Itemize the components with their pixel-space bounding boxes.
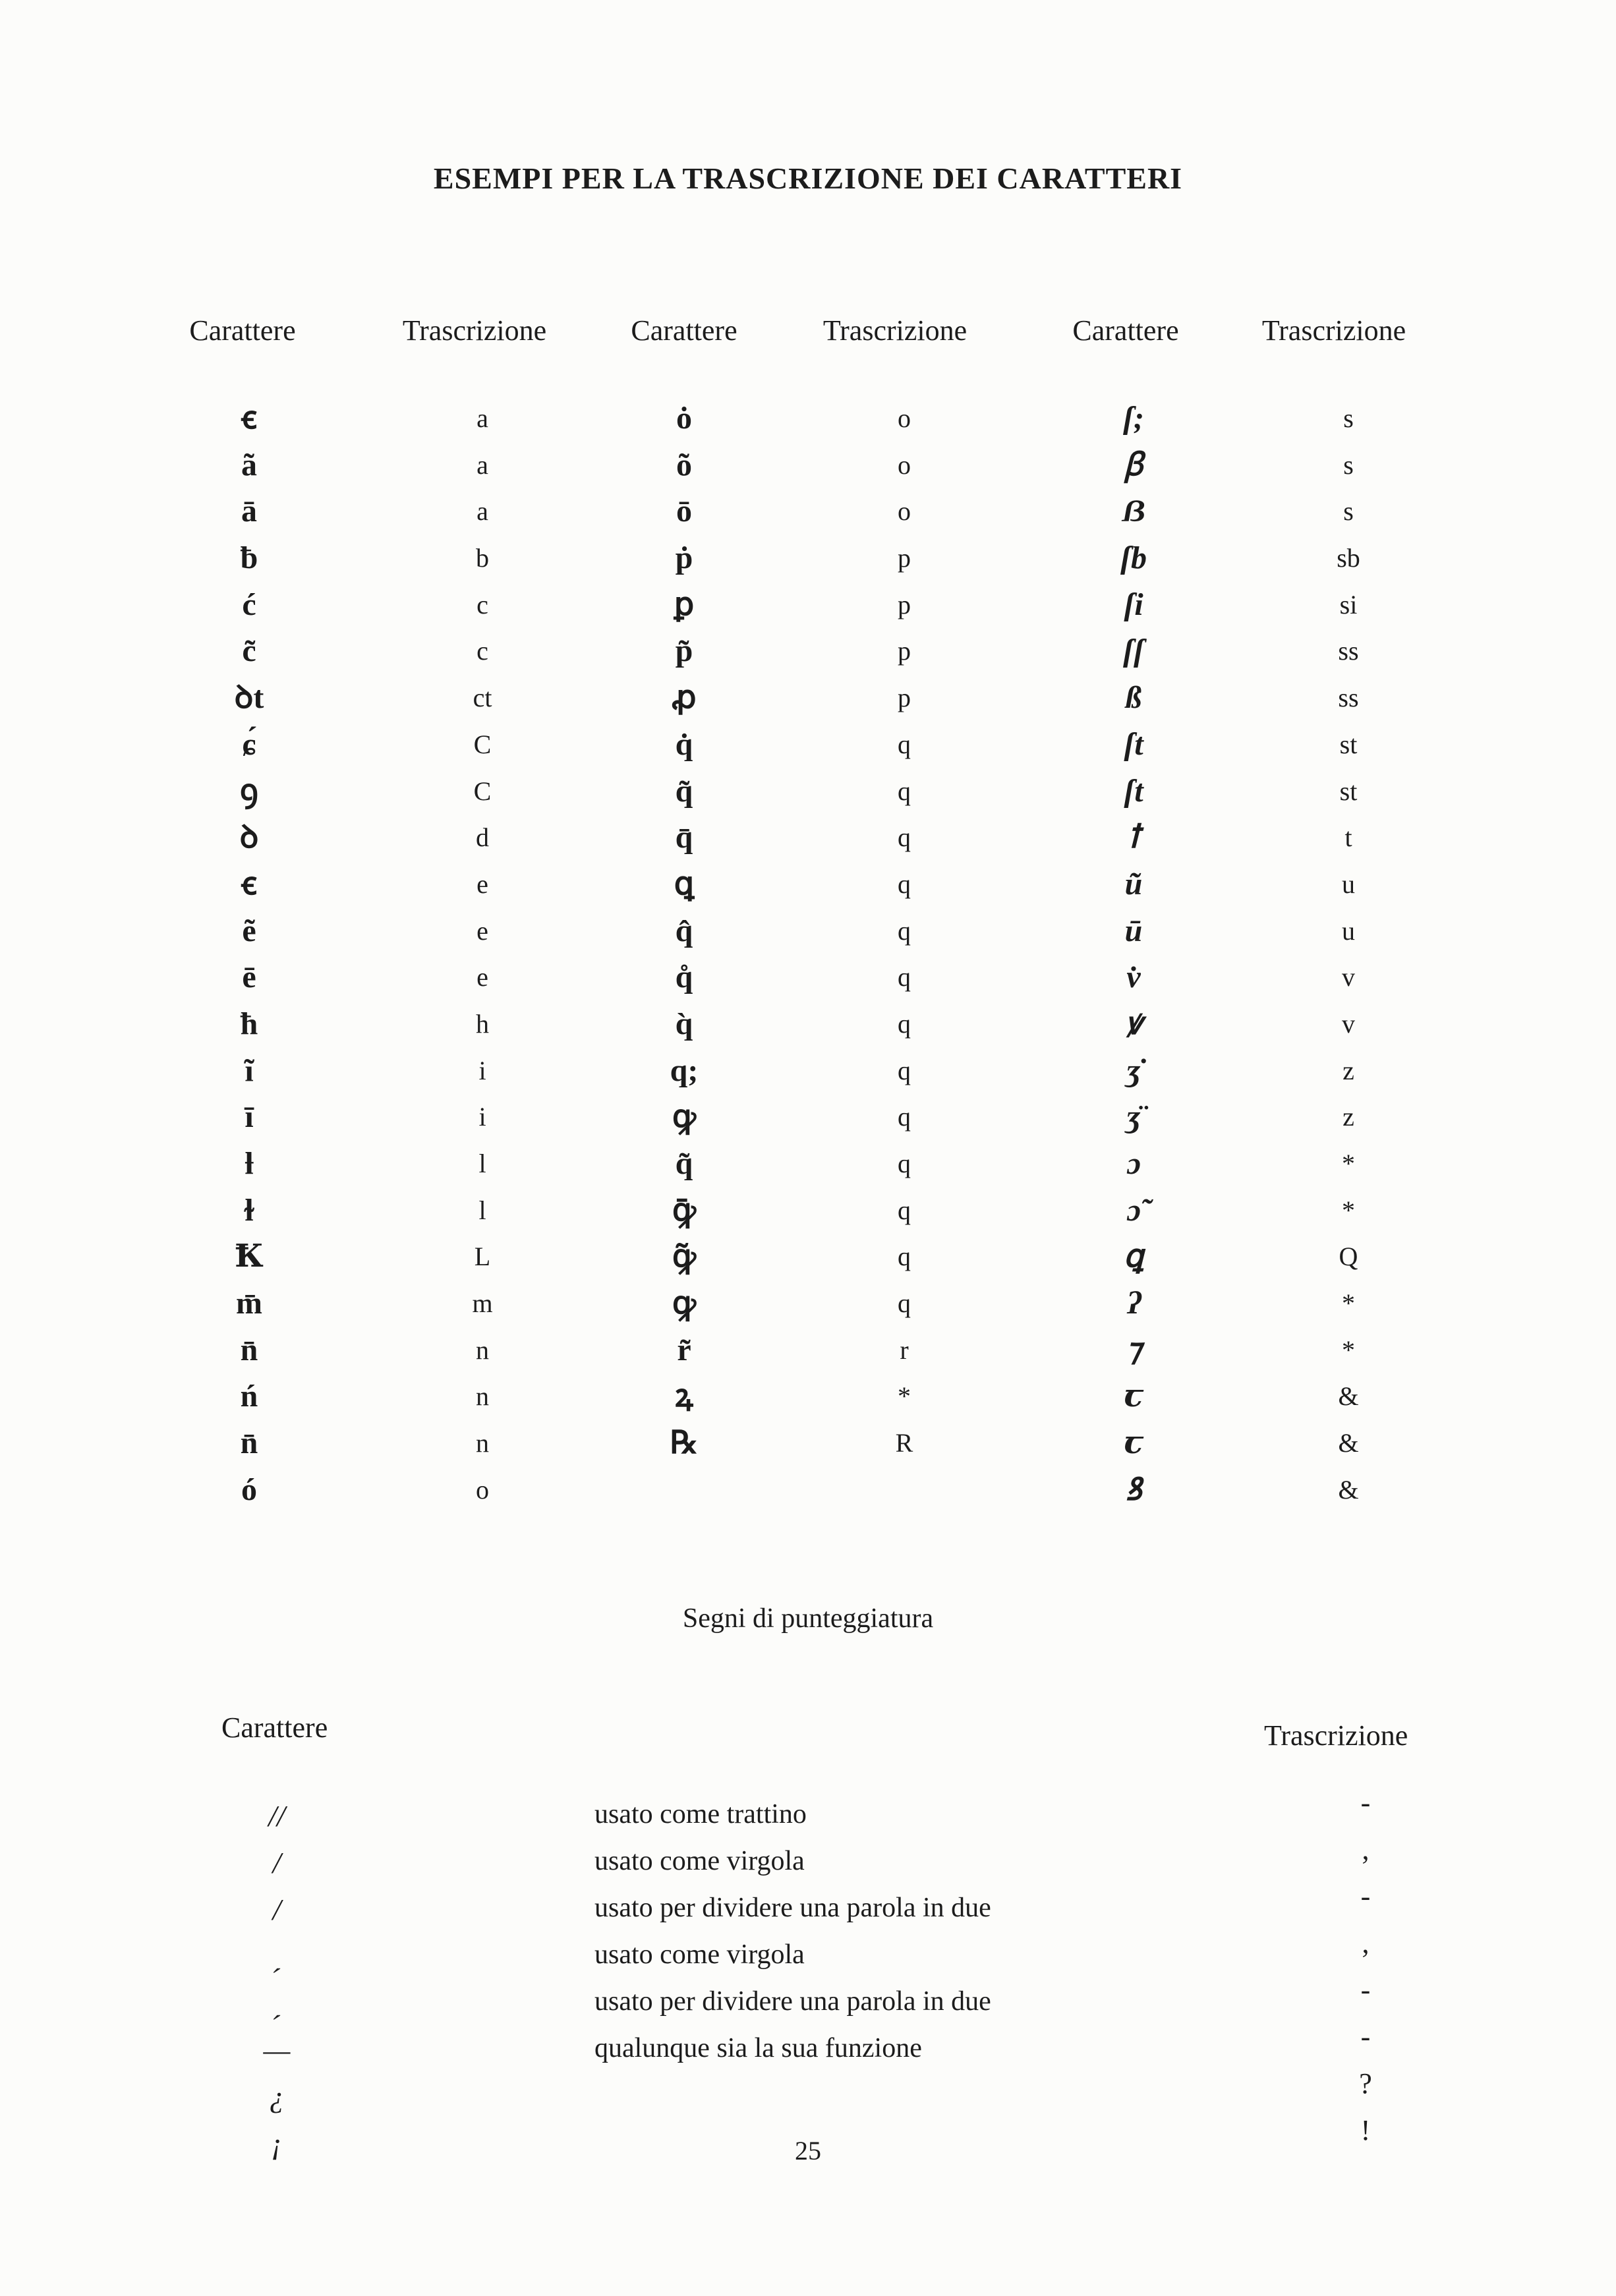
character-glyph: ɕ́ — [242, 726, 256, 762]
transcription-value: ct — [473, 683, 492, 713]
transcription-value: o — [898, 496, 911, 527]
transcription-value: p — [898, 683, 911, 713]
punct-description: usato come virgola — [594, 1846, 805, 1876]
character-glyph: ʒ̇ — [1126, 1052, 1141, 1088]
character-glyph: ꝯ — [239, 773, 259, 809]
header-trascrizione-1: Trascrizione — [402, 314, 547, 347]
punct-description: usato come trattino — [594, 1799, 807, 1829]
character-glyph: q; — [670, 1052, 699, 1088]
character-glyph: ẞ — [1122, 494, 1145, 529]
transcription-value: s — [1343, 449, 1354, 480]
transcription-value: u — [1342, 915, 1355, 946]
transcription-value: z — [1342, 1102, 1354, 1132]
punct-glyph: / — [272, 1893, 281, 1926]
transcription-value: & — [1338, 1428, 1359, 1458]
punct-glyph: ˏ — [272, 1939, 282, 1973]
transcription-value: q — [898, 1008, 911, 1039]
punct-description: usato come virgola — [594, 1939, 805, 1970]
column-transcriptions-3 — [1283, 395, 1414, 1514]
character-glyph: ꝙ̄ — [672, 1192, 697, 1228]
column-transcriptions-1 — [417, 395, 548, 1514]
transcription-value: n — [476, 1381, 489, 1412]
character-glyph: Ꝁ — [235, 1239, 264, 1275]
transcription-value: q — [898, 1149, 911, 1178]
character-glyph: ſt — [1124, 726, 1143, 762]
character-glyph: ɔ — [1126, 1146, 1141, 1181]
transcription-value: q — [898, 869, 911, 899]
transcription-value: q — [898, 1288, 911, 1319]
character-glyph: ʔ — [1127, 1286, 1140, 1321]
section-title: Segni di punteggiatura — [682, 1603, 934, 1634]
character-glyph: ꝙ — [672, 1099, 697, 1135]
transcription-value: Q — [1339, 1242, 1358, 1272]
character-glyph: ꞵ — [1123, 447, 1144, 482]
transcription-value: p — [898, 589, 911, 619]
transcription-value: e — [476, 869, 488, 899]
transcription-value: C — [473, 729, 492, 759]
transcription-value: & — [1338, 1381, 1359, 1412]
character-glyph: ħ — [240, 1006, 258, 1041]
transcription-value: b — [476, 543, 489, 573]
transcription-value: q — [898, 1242, 911, 1272]
character-glyph: ꝙ — [672, 1286, 697, 1321]
column-characters-1 — [183, 395, 315, 1514]
transcription-value: c — [476, 636, 488, 666]
punct-description: usato per dividere una parola in due — [594, 1893, 991, 1923]
character-glyph: ꝝ — [675, 1379, 693, 1414]
header-trascrizione-2: Trascrizione — [822, 314, 967, 347]
character-glyph: ƚ — [245, 1146, 254, 1181]
character-glyph: ſſ — [1123, 633, 1144, 669]
transcription-value: st — [1339, 776, 1358, 806]
punct-transcription: - — [1360, 1880, 1371, 1912]
character-glyph: ń — [240, 1379, 258, 1414]
character-glyph: q̃ — [675, 1146, 693, 1181]
character-glyph: ꝟ — [1125, 1006, 1142, 1041]
header-carattere-3: Carattere — [1072, 314, 1179, 347]
character-glyph: ȯ — [676, 401, 692, 436]
punct-glyph: ˏ — [272, 1986, 282, 2020]
character-glyph: ã — [241, 447, 257, 482]
punct-glyph: / — [272, 1846, 281, 1880]
character-glyph: ū — [1124, 913, 1143, 948]
character-glyph: ꝓ — [672, 680, 697, 716]
transcription-value: u — [1342, 869, 1355, 899]
character-glyph: n̄ — [240, 1332, 258, 1367]
character-glyph: ſb — [1120, 540, 1147, 576]
column-characters-3 — [1068, 395, 1199, 1514]
character-glyph: ꝉ — [1126, 820, 1141, 855]
character-glyph: ꝸ — [1125, 1472, 1142, 1507]
punct-header-trascrizione: Trascrizione — [1264, 1719, 1408, 1752]
transcription-value: a — [476, 496, 488, 527]
transcription-value: q — [898, 1102, 911, 1132]
transcription-value: * — [1342, 1195, 1355, 1225]
transcription-value: e — [476, 962, 488, 992]
punct-descriptions — [594, 1791, 991, 2166]
punct-glyph: // — [268, 1799, 285, 1833]
transcription-value: i — [478, 1055, 486, 1085]
transcription-value: a — [476, 403, 488, 433]
character-glyph: ƀ — [240, 540, 258, 576]
character-glyph: ꞇ — [1124, 1425, 1143, 1461]
transcription-value: p — [898, 543, 911, 573]
transcription-value: v — [1342, 962, 1355, 992]
transcription-value: ss — [1338, 683, 1359, 713]
character-glyph: c̃ — [242, 633, 256, 669]
transcription-value: m — [472, 1288, 493, 1319]
character-glyph: ṗ — [675, 540, 693, 576]
page-number: 25 — [795, 2136, 821, 2166]
transcription-value: n — [476, 1335, 489, 1365]
character-glyph: ɫ — [245, 1192, 254, 1228]
character-glyph: ĩ — [245, 1052, 254, 1088]
punct-transcription: - — [1360, 1974, 1371, 2006]
character-glyph: ī — [245, 1099, 254, 1135]
character-glyph: ꝑ — [674, 587, 695, 622]
transcription-value: & — [1338, 1474, 1359, 1505]
transcription-value: q — [898, 776, 911, 806]
transcription-value: q — [898, 729, 911, 759]
character-glyph: p̃ — [675, 633, 693, 669]
character-glyph: m̄ — [236, 1286, 262, 1321]
character-glyph: ꝙ̃ — [672, 1239, 697, 1275]
transcription-value: e — [476, 915, 488, 946]
character-glyph: ā — [241, 494, 257, 529]
character-glyph: ſi — [1124, 587, 1143, 622]
character-glyph: q̇ — [675, 726, 693, 762]
character-glyph: ⁊ — [1126, 1332, 1141, 1367]
character-glyph: ſt — [1124, 773, 1143, 809]
transcription-value: r — [900, 1335, 909, 1365]
transcription-value: q — [898, 1055, 911, 1085]
transcription-value: C — [473, 776, 492, 806]
transcription-value: v — [1342, 1008, 1355, 1039]
character-glyph: ć — [242, 587, 256, 622]
transcription-value: c — [476, 589, 488, 619]
transcription-value: st — [1339, 729, 1358, 759]
transcription-value: q — [898, 1195, 911, 1225]
character-glyph: ũ — [1124, 866, 1143, 902]
punct-glyph: — — [263, 2033, 291, 2067]
column-transcriptions-2 — [838, 395, 970, 1467]
character-glyph: ß — [1126, 680, 1141, 716]
character-glyph: ꝺt — [234, 680, 264, 716]
character-glyph: ó — [241, 1472, 257, 1507]
punct-transcription: ! — [1360, 2114, 1371, 2146]
character-glyph: ſ; — [1123, 401, 1144, 436]
punct-glyph: ¡ — [271, 2127, 283, 2160]
header-trascrizione-3: Trascrizione — [1261, 314, 1406, 347]
character-glyph: ꝗ — [1123, 1239, 1144, 1275]
character-glyph: ʒ̈ — [1126, 1099, 1141, 1135]
transcription-value: q — [898, 822, 911, 853]
punct-transcription: - — [1360, 1787, 1371, 1819]
transcription-value: L — [474, 1242, 491, 1272]
character-glyph: ꞓ — [241, 401, 257, 436]
transcription-value: * — [1342, 1288, 1355, 1319]
character-glyph: q̀ — [675, 1006, 693, 1041]
character-glyph: ɔ̃ — [1126, 1192, 1141, 1228]
punct-transcriptions — [1326, 1779, 1405, 2154]
punct-transcription: ? — [1359, 2067, 1372, 2100]
transcription-value: d — [476, 822, 489, 853]
transcription-value: R — [895, 1428, 913, 1458]
character-glyph: q̊ — [675, 960, 693, 995]
transcription-value: q — [898, 962, 911, 992]
column-characters-2 — [618, 395, 750, 1467]
transcription-value: l — [478, 1195, 486, 1225]
character-glyph: ẽ — [242, 913, 256, 948]
transcription-value: i — [478, 1102, 486, 1132]
character-glyph: q̃ — [675, 773, 693, 809]
transcription-value: o — [898, 403, 911, 433]
character-glyph: ꞇ — [1124, 1379, 1143, 1414]
transcription-value: s — [1343, 496, 1354, 527]
punct-characters — [198, 1793, 356, 2167]
character-glyph: ō — [676, 494, 692, 529]
transcription-value: sb — [1337, 543, 1360, 573]
character-glyph: ꞓ — [241, 866, 257, 902]
transcription-value: o — [898, 449, 911, 480]
character-glyph: ꝺ — [239, 820, 259, 855]
transcription-value: a — [476, 449, 488, 480]
transcription-value: ss — [1338, 636, 1359, 666]
punct-description — [594, 2072, 991, 2119]
transcription-value: p — [898, 636, 911, 666]
character-glyph: n̄ — [240, 1425, 258, 1461]
punct-transcription: , — [1362, 1927, 1370, 1959]
character-glyph: ℞ — [670, 1425, 699, 1461]
character-glyph: q̂ — [675, 913, 693, 948]
character-glyph: õ — [676, 447, 692, 482]
header-carattere-1: Carattere — [189, 314, 296, 347]
character-glyph: ꝗ — [674, 866, 695, 902]
punct-transcription: , — [1362, 1833, 1370, 1866]
transcription-value: o — [476, 1474, 489, 1505]
transcription-value: s — [1343, 403, 1354, 433]
transcription-value: n — [476, 1428, 489, 1458]
punct-glyph: ¿ — [269, 2080, 285, 2113]
character-glyph: v̇ — [1126, 960, 1141, 995]
punct-header-carattere: Carattere — [221, 1711, 328, 1744]
character-glyph: ē — [242, 960, 256, 995]
punct-description: usato per dividere una parola in due — [594, 1986, 991, 2017]
page-title: ESEMPI PER LA TRASCRIZIONE DEI CARATTERI — [433, 161, 1183, 195]
transcription-value: * — [898, 1381, 911, 1412]
transcription-value: t — [1344, 822, 1352, 853]
transcription-value: h — [476, 1008, 489, 1039]
character-glyph: q̄ — [675, 820, 693, 855]
transcription-value: z — [1342, 1055, 1354, 1085]
header-carattere-2: Carattere — [631, 314, 737, 347]
transcription-value: q — [898, 915, 911, 946]
punct-transcription: - — [1360, 2021, 1371, 2053]
punct-description: qualunque sia la sua funzione — [594, 2033, 922, 2063]
transcription-value: l — [478, 1149, 486, 1178]
character-glyph: r̃ — [677, 1332, 691, 1367]
transcription-value: * — [1342, 1335, 1355, 1365]
transcription-value: * — [1342, 1149, 1355, 1178]
transcription-value: si — [1339, 589, 1358, 619]
